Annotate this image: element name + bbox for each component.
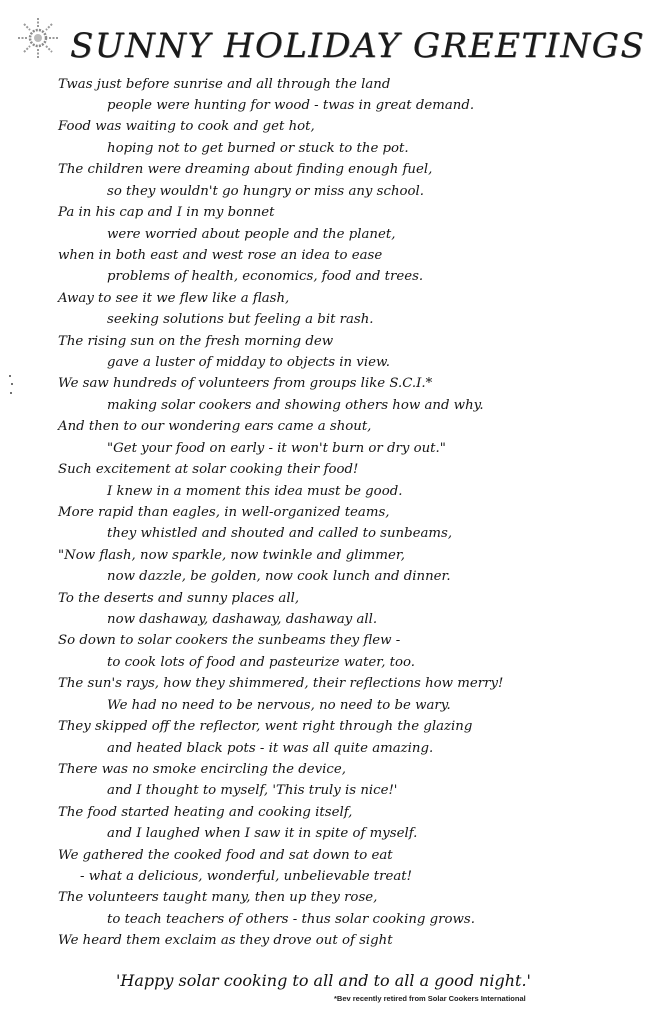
- poem-line: The food started heating and cooking itself,: [58, 805, 353, 820]
- poem-line: There was no smoke encircling the device,: [58, 762, 346, 777]
- scan-speck: [11, 383, 13, 385]
- page-title: SUNNY HOLIDAY GREETINGS: [70, 26, 646, 66]
- footnote: *Bev recently retired from Solar Cookers International: [334, 994, 526, 1003]
- poem-line: people were hunting for wood - twas in great demand.: [107, 98, 475, 113]
- poem-line: so they wouldn't go hungry or miss any school.: [107, 184, 424, 199]
- poem-line: I knew in a moment this idea must be good.: [107, 484, 403, 499]
- poem-line: making solar cookers and showing others how and why.: [107, 398, 484, 413]
- poem-line: now dazzle, be golden, now cook lunch and dinner.: [107, 569, 451, 584]
- closing-line: 'Happy solar cooking to all and to all a good night.': [116, 971, 531, 990]
- poem-line: Twas just before sunrise and all through the land: [58, 77, 391, 92]
- poem-line: to cook lots of food and pasteurize water, too.: [107, 655, 415, 670]
- poem-line: Away to see it we flew like a flash,: [58, 291, 290, 306]
- sun-icon: [16, 16, 60, 60]
- poem-line: The sun's rays, how they shimmered, their reflections how merry!: [58, 676, 504, 691]
- poem-line: gave a luster of midday to objects in view.: [107, 355, 390, 370]
- poem-line: To the deserts and sunny places all,: [58, 591, 300, 606]
- poem-line: now dashaway, dashaway, dashaway all.: [107, 612, 378, 627]
- poem-line: and I laughed when I saw it in spite of myself.: [107, 826, 418, 841]
- poem-line: hoping not to get burned or stuck to the pot.: [107, 141, 409, 156]
- poem-line: Pa in his cap and I in my bonnet: [58, 205, 275, 220]
- scan-speck: [10, 392, 12, 394]
- poem-line: when in both east and west rose an idea to ease: [58, 248, 383, 263]
- poem-line: More rapid than eagles, in well-organized teams,: [58, 505, 390, 520]
- poem-line: The rising sun on the fresh morning dew: [58, 334, 334, 349]
- poem-line: They skipped off the reflector, went right through the glazing: [58, 719, 473, 734]
- scan-speck: [9, 375, 11, 377]
- poem-line: were worried about people and the planet,: [107, 227, 396, 242]
- poem-line: problems of health, economics, food and trees.: [107, 269, 424, 284]
- poem-line: Food was waiting to cook and get hot,: [58, 119, 315, 134]
- poem-line: The volunteers taught many, then up they rose,: [58, 890, 378, 905]
- poem-line: We heard them exclaim as they drove out of sight: [58, 933, 393, 948]
- poem-line: "Now flash, now sparkle, now twinkle and glimmer,: [58, 548, 406, 563]
- poem-line: they whistled and shouted and called to sunbeams,: [107, 526, 453, 541]
- poem-line: and I thought to myself, 'This truly is nice!': [107, 783, 398, 798]
- poem-line: The children were dreaming about finding enough fuel,: [58, 162, 433, 177]
- poem-line: We gathered the cooked food and sat down to eat: [58, 848, 393, 863]
- poem-line: seeking solutions but feeling a bit rash.: [107, 312, 374, 327]
- poem-line: - what a delicious, wonderful, unbelievable treat!: [80, 869, 412, 884]
- poem-line: We had no need to be nervous, no need to be wary.: [107, 698, 451, 713]
- poem-line: and heated black pots - it was all quite amazing.: [107, 741, 434, 756]
- poem-line: So down to solar cookers the sunbeams they flew -: [58, 633, 401, 648]
- poem-line: to teach teachers of others - thus solar cooking grows.: [107, 912, 475, 927]
- poem-line: Such excitement at solar cooking their food!: [58, 462, 359, 477]
- poem-line: We saw hundreds of volunteers from groups like S.C.I.*: [58, 376, 433, 391]
- poem-line: "Get your food on early - it won't burn or dry out.": [107, 441, 446, 456]
- poem-line: And then to our wondering ears came a shout,: [58, 419, 372, 434]
